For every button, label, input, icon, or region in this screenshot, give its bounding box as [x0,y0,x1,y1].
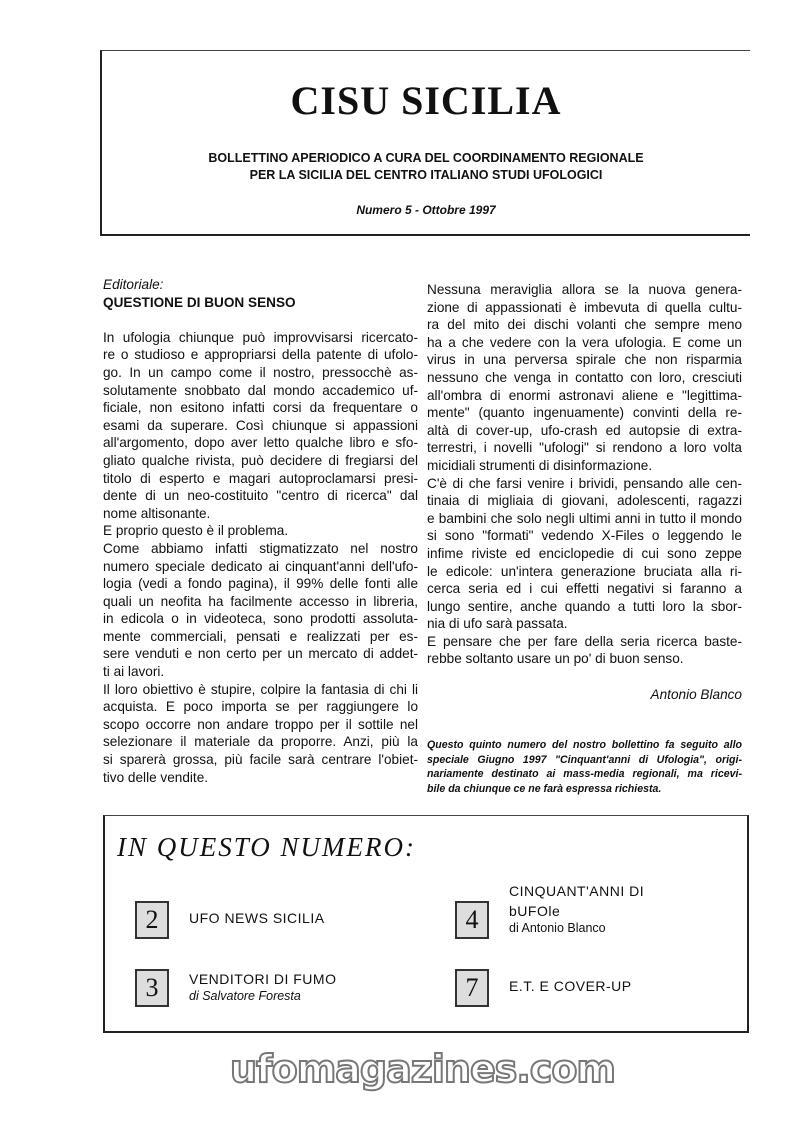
publication-title: CISU SICILIA [290,78,562,123]
text-line: Il loro obiettivo è stupire, colpire la fantasia di chi li [103,681,418,697]
paragraph [427,281,742,475]
issue-info: Numero 5 - Ottobre 1997 [356,203,496,217]
contents-heading: IN QUESTO NUMERO: [117,832,416,862]
text-line: altà di cover-up, ufo-crash ed autopsie di extra- [427,422,742,438]
text-line: terrestri, i novelli "ufologi" si rendono a loro volta [427,440,742,456]
text-line: logia (vedi a fondo pagina), il 99% delle fonti alle [103,576,418,592]
text-line: C'è di che farsi venire i brividi, pensando alle cen- [427,475,742,491]
text-line: E proprio questo è il problema. [103,523,289,539]
text-line: zione di appassionati è imbevuta di quella cultu- [427,299,742,315]
text-line: nessuno che venga in contatto con loro, cresciuti [427,369,742,385]
editorial-headline: QUESTIONE DI BUON SENSO [103,294,296,310]
text-line: all'argomento, dopo aver letto qualche libro e sfo- [103,435,418,451]
text-line: titolo di esperto e magari autoproclamarsi presi- [103,470,418,486]
item-title: VENDITORI DI FUMO [189,971,337,987]
footnote-line: nariamente destinato ai mass-media regionali, ma ricevi- [427,768,742,781]
masthead [100,50,750,236]
text-line: ha a che vedere con la vera ufologia. E come un [427,334,742,350]
text-line: esami da superare. Così chiunque si appassioni [103,417,418,433]
text-line: numero speciale dedicato ai cinquant'anni dell'ufo- [103,558,418,574]
text-line: micidiali strumenti di disinformazione. [427,457,653,473]
text-line: Nessuna meraviglia allora se la nuova genera- [427,282,742,297]
text-line: ficiale, non esitono infatti corsi da frequentare o [103,400,418,416]
editorial-right-column [427,281,742,703]
contents-box [103,815,749,1033]
text-line: cerca seria ed i cui effetti negativi si faranno a [427,581,742,597]
text-line: in edicola o in videoteca, sono prodotti assoluta- [103,611,418,627]
text-line: nia di ufo sarà passata. [427,616,568,632]
subtitle-line-1: BOLLETTINO APERIODICO A CURA DEL COORDINAMENTO REGIONALE [208,151,644,165]
editorial-signature: Antonio Blanco [650,686,742,702]
paragraph [103,329,418,523]
text-line: ti ai lavori. [103,664,165,680]
text-line: quali un neofita ha facilmente accesso in libreria, [103,593,418,609]
contents-item[interactable] [135,969,336,1007]
paragraph [103,522,418,540]
footnote [427,738,742,796]
footnote-line: speciale Giugno 1997 "Cinquant'anni di Ufologia", origi- [427,753,742,766]
text-line: si sono "formati" vedendo X-Files o leggendo le [427,528,742,544]
text-line: tinaia di migliaia di giovani, adolescenti, ragazzi [427,493,742,509]
text-line: dente di un neo-costituito "centro di ricerca" dal [103,488,418,504]
text-line: acquista. E poco importa se per raggiungere lo [103,699,418,715]
page-number: 4 [455,901,489,939]
text-line: mente commerciali, pensati e realizzati per es- [103,628,418,644]
text-line: selezionare il materiale da proporre. Anzi, più la [103,734,418,750]
text-line: E pensare che per fare della seria ricerca baste- [427,633,742,649]
text-line: lungo sentire, anche quando a tutti loro la sbor- [427,598,742,614]
paragraph [427,475,742,633]
item-author: di Antonio Blanco [509,921,606,935]
paragraph [103,540,418,681]
footnote-line: bile da chiunque ce ne farà espressa richiesta. [427,782,662,795]
text-line: tivo delle vendite. [103,769,209,785]
text-line: all'ombra di enormi astronavi aliene e "legittima- [427,387,742,403]
footnote-line: Questo quinto numero del nostro bollettino fa seguito allo [427,739,742,751]
contents-item[interactable] [135,901,325,939]
text-line: scopo occorre non andare troppo per il sottile nel [103,716,418,732]
page-number: 3 [135,969,169,1007]
text-line: virus in una perversa spirale che non risparmia [427,352,742,368]
item-title: UFO NEWS SICILIA [189,910,325,926]
text-line: go. In un campo come il nostro, pressocchè as- [103,364,418,380]
paragraph [103,681,418,787]
text-line: re o studioso e appropriarsi della patente di ufolo- [103,347,418,363]
text-line: Come abbiamo infatti stigmatizzato nel nostro [103,540,418,556]
text-line: mente" (quanto ingenuamente) convinti della re- [427,405,742,421]
paragraph [427,633,742,668]
text-line: solutamente snobbato dal mondo accademico uf- [103,382,418,398]
text-line: infime riviste ed enciclopedie di cui sono zeppe [427,545,742,561]
text-line: In ufologia chiunque può improvvisarsi ricercato- [103,329,418,345]
text-line: si sparerà grossa, più facile sarà centrare l'obiet- [103,752,418,768]
text-line: nome altisonante. [103,505,211,521]
contents-item[interactable] [455,969,632,1007]
page-number: 7 [455,969,489,1007]
text-line: ra del mito dei dischi volanti che sempre meno [427,317,742,333]
text-line: e bambini che solo negli ultimi anni in tutto il mondo [427,510,742,526]
page-number: 2 [135,901,169,939]
text-line: gliato qualche rivista, può decidere di fregiarsi del [103,452,418,468]
subtitle-line-2: PER LA SICILIA DEL CENTRO ITALIANO STUDI UFOLOGICI [249,168,603,182]
text-line: le edicole: un'intera generazione bruciata alla ri- [427,563,742,579]
item-title: E.T. E COVER-UP [509,978,632,994]
item-author: di Salvatore Foresta [189,989,301,1003]
watermark: ufomagazines.com [230,1047,616,1091]
item-title: CINQUANT'ANNI DI bUFOle [509,883,645,919]
text-line: rebbe soltanto usare un po' di buon senso. [427,651,684,667]
editorial-kicker: Editoriale: [103,277,164,292]
editorial-left-column [103,276,418,786]
text-line: sere venduti e non certo per un mercato di addet- [103,646,418,662]
contents-item[interactable] [455,883,679,939]
